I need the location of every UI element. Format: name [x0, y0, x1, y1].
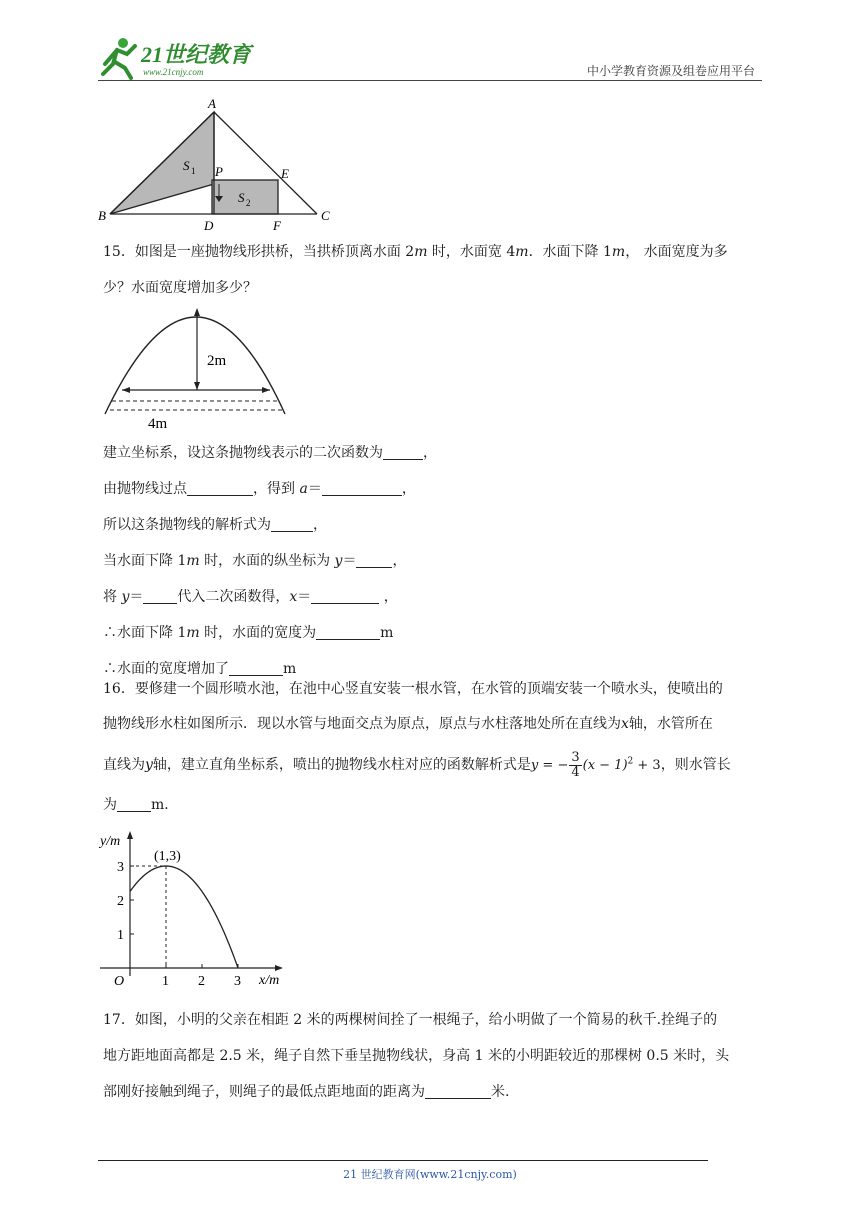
step-2: 由抛物线过点 ，得到 a＝ ，	[103, 471, 763, 507]
answer-blank[interactable]	[117, 793, 151, 812]
step-6: ∴水面下降 1m 时，水面的宽度为 m	[103, 615, 763, 651]
width-label: 4m	[148, 416, 168, 432]
label-f: F	[273, 218, 281, 232]
label-c: C	[321, 208, 330, 223]
q16-line-4: 为 m．	[103, 788, 763, 823]
q16-line-2: 抛物线形水柱如图所示．现以水管与地面交点为原点，原点与水柱落地处所在直线为x轴，水管所在	[103, 716, 713, 732]
answer-blank[interactable]	[425, 1080, 491, 1099]
q16-line-3: 直线为y轴，建立直角坐标系，喷出的抛物线水柱对应的函数解析式是y = − $\frac{3}{4}$ $(x - 1)^2 + 3$，则水管长	[103, 749, 731, 780]
x-axis-label: x/m	[259, 973, 280, 988]
origin-label: O	[114, 974, 125, 989]
down-arrow-icon	[194, 382, 200, 390]
up-arrow-icon	[194, 308, 200, 316]
label-s1-sub: 1	[191, 166, 196, 176]
formula: y = − $\frac{3}{4}$ $(x - 1)^2 + 3$	[530, 749, 661, 780]
triangle-figure	[95, 92, 345, 232]
footer-text: 21 世纪教育网(www.21cnjy.com)	[343, 1168, 517, 1181]
step-3: 所以这条抛物线的解析式为 ，	[103, 507, 763, 543]
runner-icon	[103, 38, 135, 78]
label-e: E	[281, 166, 289, 181]
question-15	[103, 234, 763, 306]
q17-line-3: 部刚好接触到绳子，则绳子的最低点距地面的距离为 米.	[103, 1074, 763, 1110]
x-axis-arrow-icon	[275, 965, 283, 971]
right-arrow-icon	[262, 387, 270, 393]
parabola-arch	[105, 317, 285, 414]
answer-blank[interactable]	[311, 585, 379, 604]
question-16	[103, 672, 763, 823]
q15-line-2: 少？水面宽度增加多少？	[103, 280, 257, 296]
label-b: B	[98, 208, 106, 223]
x-tick-label: 3	[234, 974, 241, 989]
label-s1: S	[183, 158, 190, 173]
q15-line-1: 15．如图是一座抛物线形拱桥，当拱桥顶离水面 2m 时，水面宽 4m．水面下降 1m， 水面宽度为多	[103, 244, 728, 260]
logo-url: www.21cnjy.com	[143, 67, 204, 77]
label-s2: S	[238, 190, 245, 205]
site-logo	[95, 34, 260, 80]
answer-blank[interactable]	[356, 549, 392, 568]
label-s2-sub: 2	[246, 198, 251, 208]
answer-blank[interactable]	[187, 477, 253, 496]
label-a: A	[208, 96, 216, 111]
label-d: D	[204, 218, 214, 232]
x-tick-label: 2	[198, 974, 205, 989]
answer-blank[interactable]	[271, 513, 313, 532]
question-17	[103, 1002, 763, 1110]
q17-line-2: 地方距地面高都是 2.5 米，绳子自然下垂呈抛物线状，身高 1 米的小明距较近的那棵树 0.5 米时，头	[103, 1048, 730, 1064]
step-7: ∴水面的宽度增加了 m	[103, 651, 763, 687]
q16-line-1: 16．要修建一个圆形喷水池，在池中心竖直安装一根水管，在水管的顶端安装一个喷水头，使喷出的	[103, 681, 723, 697]
answer-blank[interactable]	[316, 621, 380, 640]
y-axis-arrow-icon	[127, 831, 133, 839]
y-axis-label: y/m	[100, 834, 121, 849]
step-1: 建立坐标系，设这条抛物线表示的二次函数为 ，	[103, 435, 763, 471]
height-label: 2m	[207, 353, 227, 369]
footer-divider	[98, 1160, 708, 1161]
y-tick-label: 3	[117, 860, 124, 875]
parabola-curve	[130, 866, 238, 968]
bridge-figure	[100, 302, 295, 432]
answer-blank[interactable]	[383, 441, 423, 460]
left-arrow-icon	[122, 387, 130, 393]
q17-line-1: 17．如图，小明的父亲在相距 2 米的两棵树间拴了一根绳子，给小明做了一个简易的秋千.拴绳子的	[103, 1012, 718, 1028]
step-4: 当水面下降 1m 时，水面的纵坐标为 y＝ ，	[103, 543, 763, 579]
vertex-annotation: (1,3)	[154, 849, 181, 864]
logo-text: 21世纪教育	[141, 42, 252, 67]
y-tick-label: 1	[117, 928, 124, 943]
header-divider	[98, 80, 762, 81]
label-p: P	[215, 164, 223, 179]
q15-steps	[103, 435, 763, 687]
answer-blank[interactable]	[322, 477, 402, 496]
x-tick-label: 1	[162, 974, 169, 989]
y-tick-label: 2	[117, 894, 124, 909]
step-5: 将 y＝ 代入二次函数得，x＝ ，	[103, 579, 763, 615]
header-platform-text: 中小学教育资源及组卷应用平台	[586, 64, 755, 78]
answer-blank[interactable]	[143, 585, 177, 604]
fountain-chart	[95, 826, 295, 996]
